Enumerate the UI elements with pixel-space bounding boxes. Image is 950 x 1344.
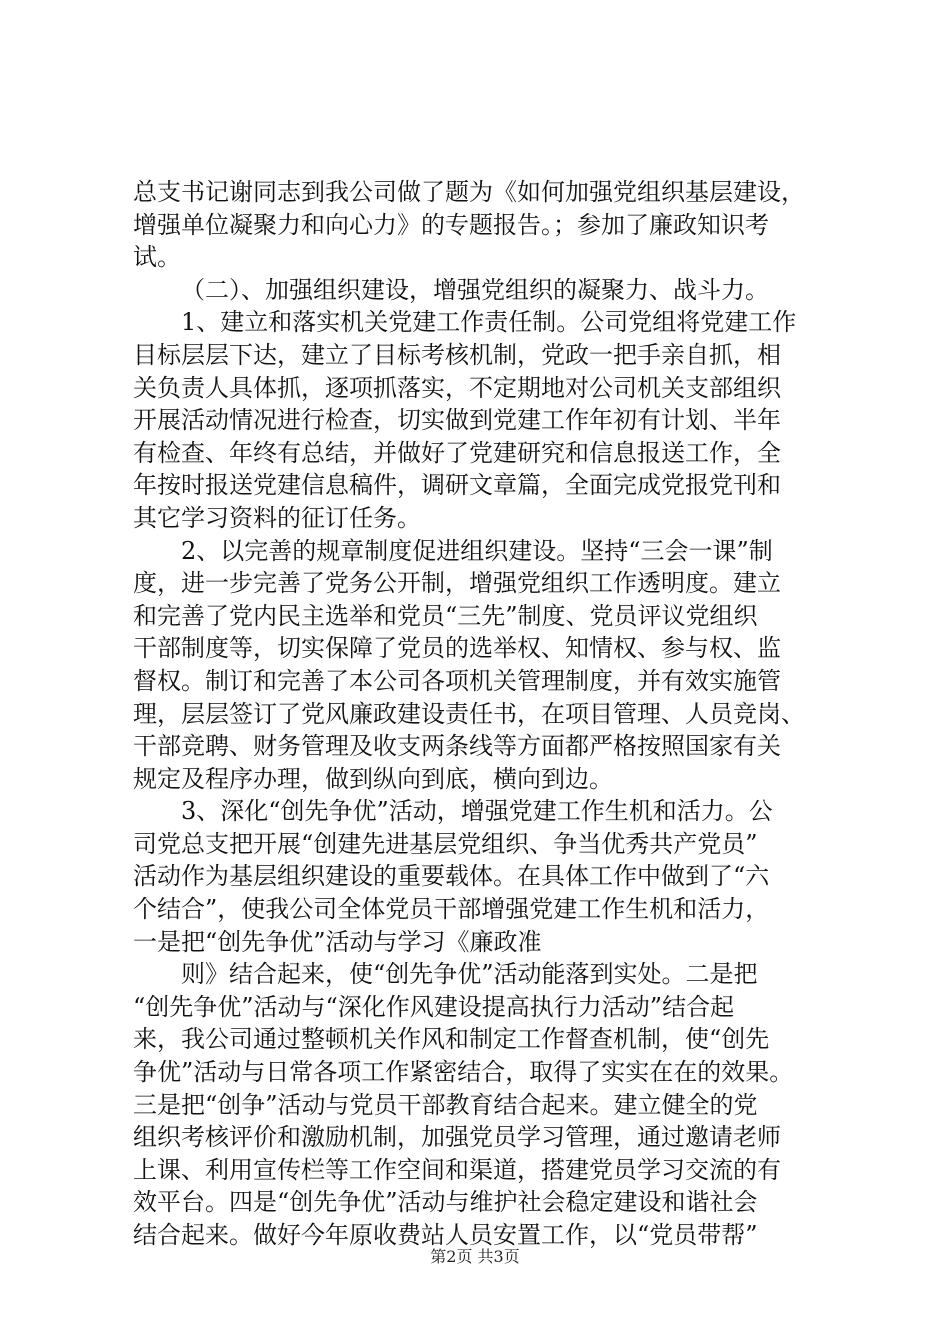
- page-number-footer: 第2页 共3页: [430, 1247, 520, 1266]
- paragraph-item-2: 2、以完善的规章制度促进组织建设。坚持“三会一课”制 度，进一步完善了党务公开制，增强党组织工作透明度。建立 和完善了党内民主选举和党员“三先”制度、党员评议党组织 干部制度等，切实保障了党员的选举权、知情权、参与权、监 督权。制订和完善了本公司各项机关管理制度，并有效实施管 理，层层签订了党风廉政建设责任书，在项目管理、人员竞岗、 干部竞聘、财务管理及收支两条线等方面都严格按照国家有关 规定及程序办理，做到纵向到底，横向到边。: [133, 536, 805, 793]
- section-heading: （二）、加强组织建设，增强党组织的凝聚力、战斗力。: [181, 275, 769, 304]
- document-body: [133, 176, 853, 1252]
- paragraph-continuation: 总支书记谢同志到我公司做了题为《如何加强党组织基层建设， 增强单位凝聚力和向心力》的专题报告。；参加了廉政知识考 试。: [133, 178, 805, 272]
- paragraph-item-1: 1、建立和落实机关党建工作责任制。公司党组将党建工作 目标层层下达，建立了目标考核机制，党政一把手亲自抓，相 关负责人具体抓，逐项抓落实，不定期地对公司机关支部组织 开展活动情况进行检查，切实做到党建工作年初有计划、半年 有检查、年终有总结，并做好了党建研究和信息报送工作，全 年按时报送党建信息稿件，调研文章篇，全面完成党报党刊和 其它学习资料的征订任务。: [133, 308, 797, 532]
- paragraph-item-3: 3、深化“创先争优”活动，增强党建工作生机和活力。公 司党总支把开展“创建先进基层党组织、争当优秀共产党员” 活动作为基层组织建设的重要载体。在具体工作中做到了“六 个结合”，使我公司全体党员干部增强党建工作生机和活力， 一是把“创先争优”活动与学习《廉政准: [133, 797, 773, 956]
- paragraph-item-3-continued: 则》结合起来，使“创先争优”活动能落到实处。二是把 “创先争优”活动与“深化作风建设提高执行力活动”结合起 来，我公司通过整顿机关作风和制定工作督查机制，使“创先 争优”活动与日常各项工作紧密结合，取得了实实在在的效果。 三是把“创争”活动与党员干部教育结合起来。建立健全的党 组织考核评价和激励机制，加强党员学习管理，通过邀请老师 上课、利用宣传栏等工作空间和渠道，搭建党员学习交流的有 效平台。四是“创先争优”活动与维护社会稳定建设和谐社会 结合起来。做好今年原收费站人员安置工作，以“党员带帮”: [133, 960, 794, 1249]
